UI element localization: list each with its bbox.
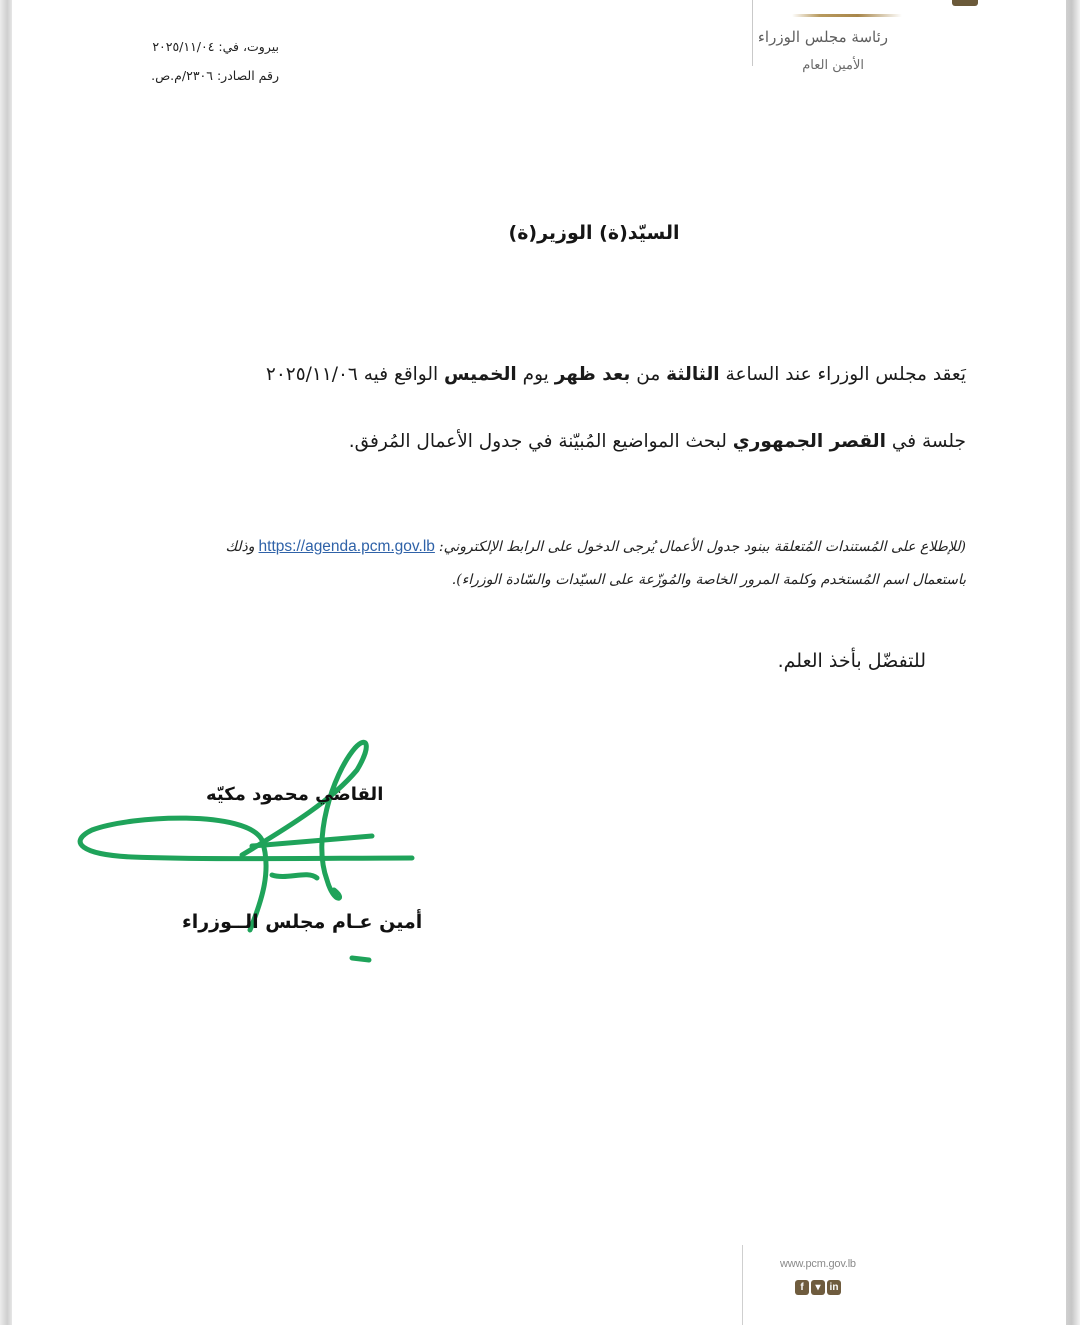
crest-emblem-icon [952, 0, 978, 6]
letterhead-gold-rule [792, 14, 902, 17]
social-icons [795, 1280, 841, 1295]
body-bold-day: الخميس [444, 364, 517, 385]
document-meta [104, 38, 279, 96]
agenda-link[interactable]: https://agenda.pcm.gov.lb [258, 538, 435, 555]
handwritten-signature [72, 730, 432, 970]
facebook-icon: f [795, 1280, 809, 1295]
letterhead-title: رئاسة مجلس الوزراء [757, 28, 888, 46]
closing-line: للتفضّل بأخذ العلم. [777, 650, 926, 672]
note-line-1 [225, 538, 966, 556]
letterhead-divider [752, 0, 753, 66]
note-text: وذلك [225, 539, 255, 555]
salutation: السيّد(ة) الوزير(ة) [508, 222, 680, 244]
letterhead-subtitle: الأمين العام [802, 58, 864, 73]
body-text: يوم [516, 364, 555, 385]
signatory-name: القاضي محمود مكيّه [206, 784, 384, 805]
letter-page [12, 0, 1066, 1325]
footer-divider [742, 1245, 743, 1325]
note-line-2: باستعمال اسم المُستخدم وكلمة المرور الخاصة والمُوزّعة على السيّدات والسّادة الوزراء). [451, 572, 966, 588]
body-text: من [630, 364, 667, 385]
body-line-2 [349, 431, 966, 452]
twitter-icon: ▾ [811, 1280, 825, 1295]
body-bold-venue: القصر الجمهوري [732, 431, 886, 452]
reference-number: رقم الصادر: ٢٣٠٦/م.ص. [151, 68, 279, 83]
signatory-title: أمين عـام مجلس الــوزراء [182, 911, 423, 933]
linkedin-icon: in [827, 1280, 841, 1295]
scan-frame-right [1066, 0, 1080, 1325]
note-text: (للإطلاع على المُستندات المُتعلقة ببنود جدول الأعمال يُرجى الدخول على الرابط الإلكتروني: [438, 539, 966, 555]
footer-website: www.pcm.gov.lb [780, 1258, 856, 1270]
date-line: بيروت، في: ٢٠٢٥/١١/٠٤ [152, 39, 279, 54]
body-text: جلسة في [885, 431, 966, 452]
scan-frame-left [0, 0, 12, 1325]
body-text: يَعقد مجلس الوزراء عند الساعة [719, 364, 966, 385]
body-text-date: الواقع فيه ٢٠٢٥/١١/٠٦ [265, 364, 445, 385]
body-bold-afternoon: بعد ظهر [554, 364, 631, 385]
body-line-1 [266, 364, 966, 385]
body-text: لبحث المواضيع المُبيّنة في جدول الأعمال المُرفق. [348, 431, 733, 452]
body-bold-hour: الثالثة [666, 364, 720, 385]
